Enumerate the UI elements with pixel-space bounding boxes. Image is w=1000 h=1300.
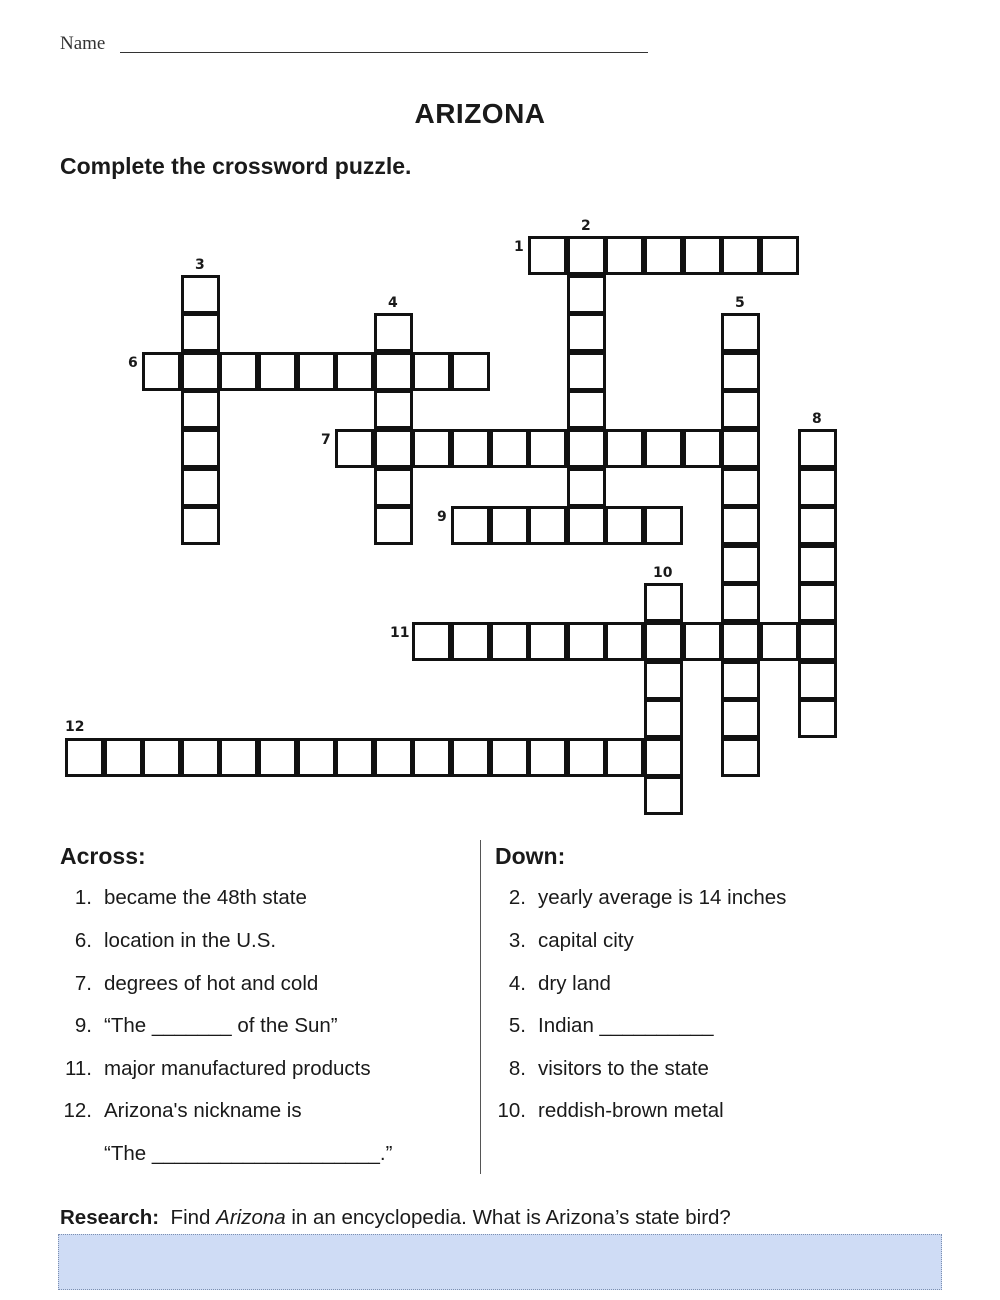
crossword-cell[interactable] — [683, 236, 722, 275]
crossword-cell[interactable] — [412, 352, 451, 391]
crossword-cell[interactable] — [567, 236, 606, 275]
crossword-cell[interactable] — [605, 236, 644, 275]
crossword-cell[interactable] — [490, 506, 529, 545]
clue-text: major manufactured products — [104, 1057, 371, 1080]
crossword-cell[interactable] — [181, 313, 220, 352]
crossword-cell[interactable] — [490, 622, 529, 661]
crossword-cell[interactable] — [721, 699, 760, 738]
crossword-cell[interactable] — [798, 545, 837, 584]
crossword-cell[interactable] — [490, 429, 529, 468]
crossword-cell[interactable] — [219, 738, 258, 777]
clue-number: 12. — [63, 1099, 92, 1122]
crossword-cell[interactable] — [567, 468, 606, 507]
crossword-cell[interactable] — [181, 390, 220, 429]
crossword-cell[interactable] — [683, 429, 722, 468]
clue-number-label: 8 — [812, 411, 822, 427]
crossword-cell[interactable] — [412, 429, 451, 468]
clue-text: yearly average is 14 inches — [538, 886, 787, 909]
clue-number: 5. — [508, 1014, 526, 1037]
clue-number-label: 5 — [735, 295, 745, 311]
crossword-cell[interactable] — [721, 622, 760, 661]
clue-number: 6. — [74, 929, 92, 952]
crossword-cell[interactable] — [412, 738, 451, 777]
crossword-cell[interactable] — [258, 352, 297, 391]
crossword-cell[interactable] — [798, 468, 837, 507]
name-write-line[interactable] — [120, 52, 648, 53]
crossword-cell[interactable] — [567, 429, 606, 468]
crossword-cell[interactable] — [605, 622, 644, 661]
crossword-cell[interactable] — [567, 390, 606, 429]
clue-number-label: 4 — [388, 295, 398, 311]
research-text-after: in an encyclopedia. What is Arizona’s state bird? — [291, 1206, 731, 1229]
page-title: ARIZONA — [414, 98, 546, 129]
clue-number: 7. — [74, 972, 92, 995]
clue-text: Arizona's nickname is — [104, 1099, 302, 1122]
clue-number-label: 7 — [321, 432, 331, 448]
crossword-cell[interactable] — [181, 429, 220, 468]
crossword-cell[interactable] — [644, 506, 683, 545]
crossword-cell[interactable] — [451, 506, 490, 545]
crossword-cell[interactable] — [451, 352, 490, 391]
crossword-cell[interactable] — [721, 429, 760, 468]
clue-number-label: 6 — [128, 355, 138, 371]
clue-number: 9. — [74, 1014, 92, 1037]
clue-text: dry land — [538, 972, 611, 995]
crossword-cell[interactable] — [451, 622, 490, 661]
clue-text: became the 48th state — [104, 886, 307, 909]
across-heading: Across: — [60, 843, 146, 869]
crossword-cell[interactable] — [760, 622, 799, 661]
crossword-cell[interactable] — [644, 776, 683, 815]
clue-number-label: 10 — [653, 565, 673, 581]
clue-number-label: 11 — [390, 625, 410, 641]
clue-text: “The ____________________.” — [104, 1142, 393, 1165]
crossword-cell[interactable] — [798, 583, 837, 622]
crossword-cell[interactable] — [644, 661, 683, 700]
crossword-cell[interactable] — [567, 506, 606, 545]
crossword-cell[interactable] — [605, 506, 644, 545]
clue-text: reddish-brown metal — [538, 1099, 724, 1122]
crossword-cell[interactable] — [644, 583, 683, 622]
crossword-cell[interactable] — [683, 622, 722, 661]
instructions: Complete the crossword puzzle. — [60, 153, 412, 179]
crossword-cell[interactable] — [297, 352, 336, 391]
crossword-cell[interactable] — [567, 622, 606, 661]
crossword-cell[interactable] — [721, 545, 760, 584]
clue-number: 1. — [74, 886, 92, 909]
clue-number-label: 12 — [65, 719, 85, 735]
clue-number-label: 2 — [581, 218, 591, 234]
crossword-cell[interactable] — [721, 236, 760, 275]
clue-number-label: 1 — [514, 239, 524, 255]
crossword-cell[interactable] — [798, 506, 837, 545]
clue-number: 10. — [497, 1099, 526, 1122]
crossword-cell[interactable] — [258, 738, 297, 777]
crossword-cell[interactable] — [335, 352, 374, 391]
crossword-cell[interactable] — [605, 429, 644, 468]
crossword-cell[interactable] — [721, 352, 760, 391]
crossword-cell[interactable] — [104, 738, 143, 777]
crossword-cell[interactable] — [721, 313, 760, 352]
clue-text: “The _______ of the Sun” — [104, 1014, 338, 1037]
crossword-cell[interactable] — [721, 390, 760, 429]
crossword-cell[interactable] — [644, 699, 683, 738]
crossword-cell[interactable] — [528, 236, 567, 275]
crossword-cell[interactable] — [567, 738, 606, 777]
clue-number-label: 9 — [437, 509, 447, 525]
crossword-cell[interactable] — [490, 738, 529, 777]
clue-text: degrees of hot and cold — [104, 972, 319, 995]
name-label: Name — [60, 33, 106, 54]
clue-text: location in the U.S. — [104, 929, 277, 952]
crossword-cell[interactable] — [374, 429, 413, 468]
clue-text: capital city — [538, 929, 634, 952]
crossword-cell[interactable] — [567, 313, 606, 352]
crossword-cell[interactable] — [528, 622, 567, 661]
clue-number: 2. — [508, 886, 526, 909]
crossword-cell[interactable] — [374, 468, 413, 507]
crossword-cell[interactable] — [374, 738, 413, 777]
down-heading: Down: — [495, 843, 566, 869]
crossword-cell[interactable] — [721, 468, 760, 507]
crossword-cell[interactable] — [451, 738, 490, 777]
clue-number-label: 3 — [195, 257, 205, 273]
crossword-cell[interactable] — [142, 738, 181, 777]
crossword-cell[interactable] — [798, 699, 837, 738]
crossword-cell[interactable] — [181, 275, 220, 314]
crossword-cell[interactable] — [567, 352, 606, 391]
research-answer-box[interactable] — [58, 1234, 942, 1290]
crossword-cell[interactable] — [721, 661, 760, 700]
crossword-cell[interactable] — [142, 352, 181, 391]
crossword-cell[interactable] — [798, 661, 837, 700]
crossword-cell[interactable] — [451, 429, 490, 468]
clue-number: 8. — [508, 1057, 526, 1080]
crossword-cell[interactable] — [721, 738, 760, 777]
crossword-cell[interactable] — [644, 429, 683, 468]
research-label: Research: — [60, 1206, 160, 1229]
crossword-cell[interactable] — [181, 468, 220, 507]
column-divider — [480, 840, 481, 1174]
clue-number: 3. — [508, 929, 526, 952]
crossword-cell[interactable] — [65, 738, 104, 777]
crossword-cell[interactable] — [644, 622, 683, 661]
crossword-cell[interactable] — [528, 429, 567, 468]
crossword-cell[interactable] — [374, 506, 413, 545]
crossword-cell[interactable] — [528, 506, 567, 545]
crossword-cell[interactable] — [644, 236, 683, 275]
crossword-cell[interactable] — [181, 352, 220, 391]
crossword-cell[interactable] — [181, 738, 220, 777]
crossword-cell[interactable] — [644, 738, 683, 777]
crossword-cell[interactable] — [219, 352, 258, 391]
crossword-cell[interactable] — [374, 313, 413, 352]
research-emphasis: Arizona — [216, 1206, 286, 1229]
crossword-cell[interactable] — [567, 275, 606, 314]
crossword-cell[interactable] — [297, 738, 336, 777]
crossword-cell[interactable] — [605, 738, 644, 777]
crossword-cell[interactable] — [335, 738, 374, 777]
clue-number: 4. — [508, 972, 526, 995]
crossword-cell[interactable] — [721, 583, 760, 622]
crossword-cell[interactable] — [412, 622, 451, 661]
crossword-cell[interactable] — [721, 506, 760, 545]
crossword-cell[interactable] — [181, 506, 220, 545]
crossword-cell[interactable] — [528, 738, 567, 777]
research-text-before: Find — [170, 1206, 211, 1229]
crossword-cell[interactable] — [374, 352, 413, 391]
crossword-cell[interactable] — [798, 622, 837, 661]
clue-number: 11. — [65, 1057, 92, 1080]
clue-text: Indian __________ — [538, 1014, 714, 1037]
crossword-cell[interactable] — [798, 429, 837, 468]
clue-text: visitors to the state — [538, 1057, 709, 1080]
research-prompt — [60, 1206, 731, 1230]
crossword-cell[interactable] — [760, 236, 799, 275]
crossword-cell[interactable] — [374, 390, 413, 429]
crossword-cell[interactable] — [335, 429, 374, 468]
